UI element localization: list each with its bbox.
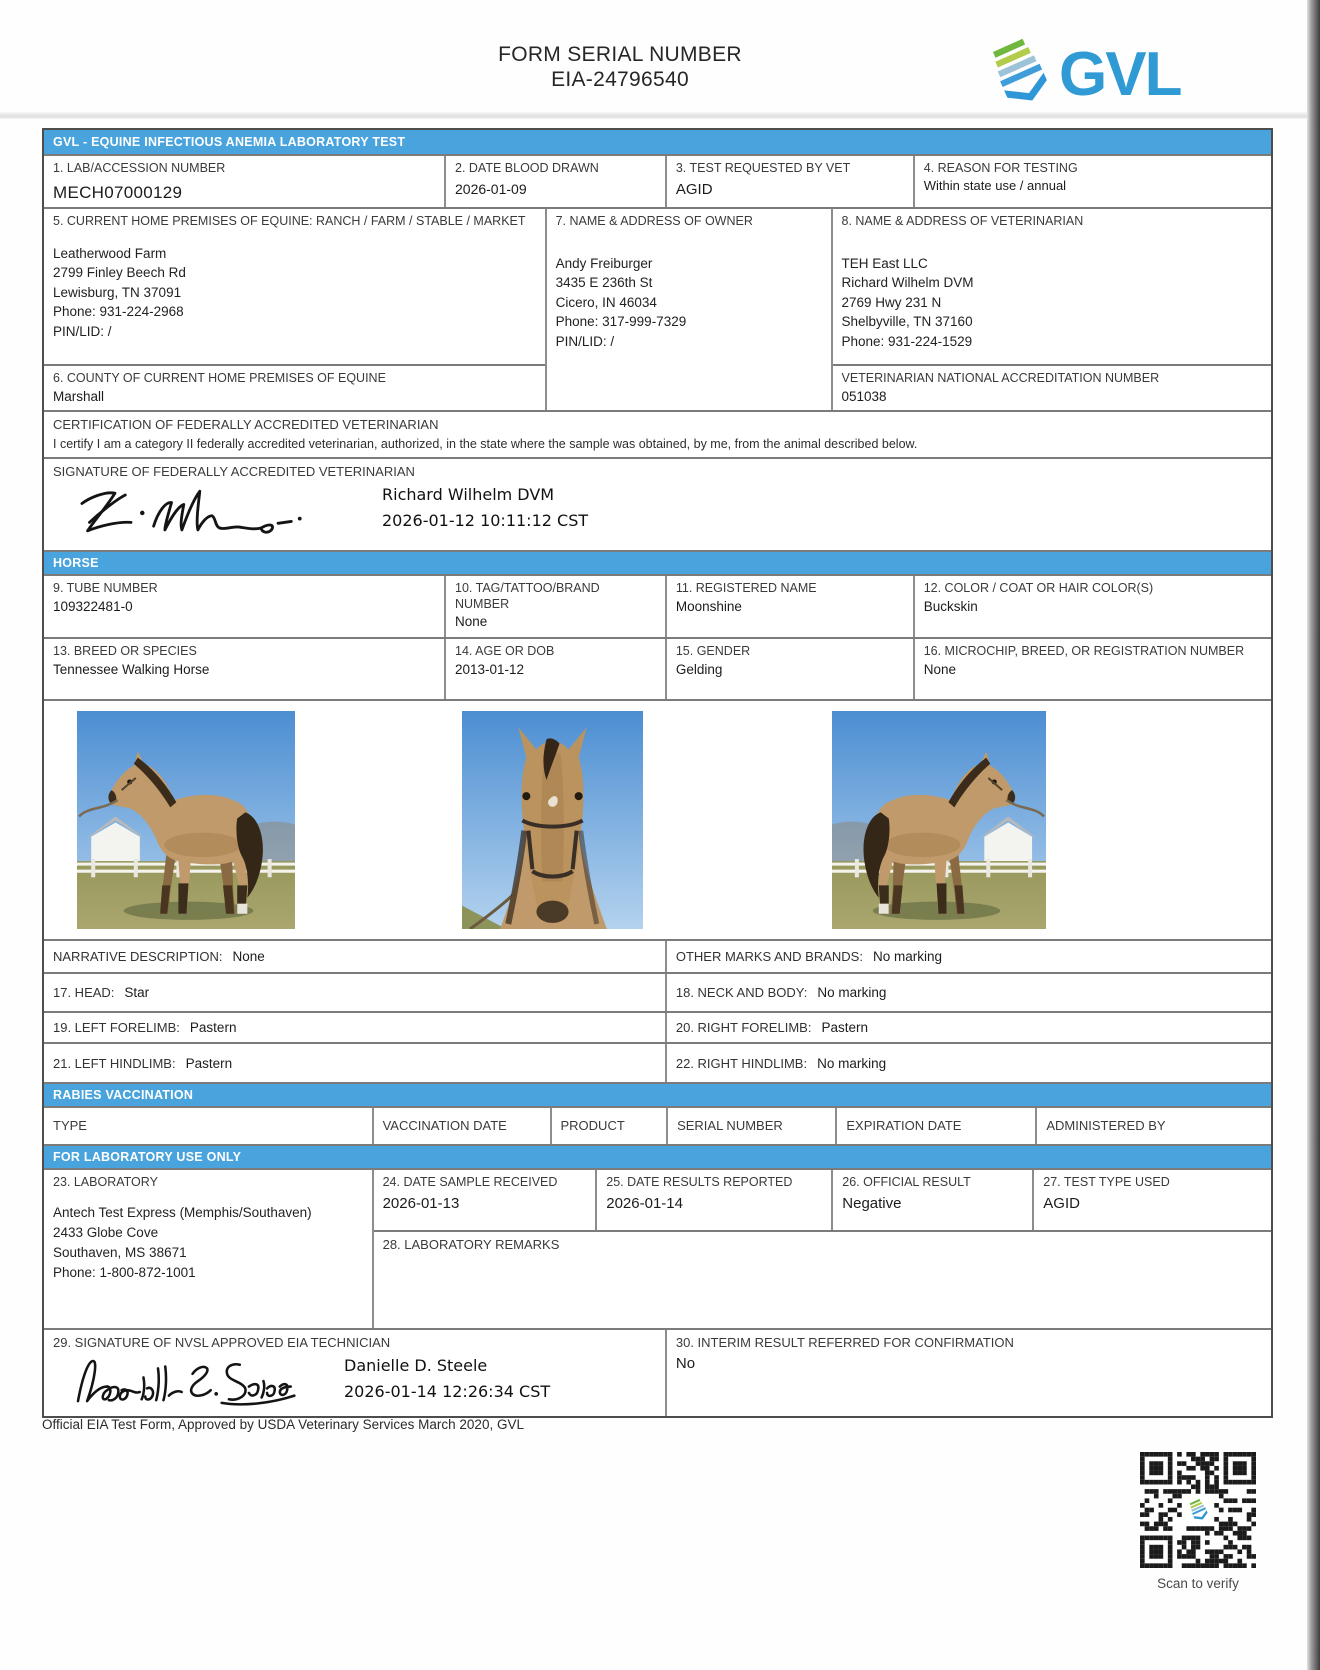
column-header: EXPIRATION DATE	[846, 1117, 962, 1133]
col-premises	[44, 209, 545, 410]
field-right-forelimb	[665, 1013, 1271, 1042]
tech-signature-meta	[344, 1356, 550, 1401]
field-breed-species	[44, 639, 444, 699]
section-bar-lab: FOR LABORATORY USE ONLY	[44, 1144, 1271, 1168]
laboratory-address	[53, 1203, 363, 1283]
address-line: Andy Freiburger	[555, 255, 653, 271]
tech-signature-block	[44, 1330, 665, 1416]
field-label: 28. LABORATORY REMARKS	[382, 1237, 560, 1252]
address-line: Lewisburg, TN 37091	[53, 284, 182, 300]
section-bar-main: GVL - EQUINE INFECTIOUS ANEMIA LABORATORY TEST	[44, 130, 1271, 154]
vet-signature-label: SIGNATURE OF FEDERALLY ACCREDITED VETERINARIAN	[53, 464, 415, 479]
rabies-col-administered-by	[1035, 1108, 1271, 1144]
field-label: 15. GENDER	[675, 644, 751, 658]
lab-right-region	[372, 1170, 1271, 1328]
field-label: 4. REASON FOR TESTING	[923, 161, 1078, 175]
column-header: PRODUCT	[560, 1117, 625, 1133]
field-value: Moonshine	[675, 598, 742, 614]
field-right-hindlimb	[665, 1044, 1271, 1082]
field-label: 6. COUNTY OF CURRENT HOME PREMISES OF EQUINE	[53, 371, 386, 385]
row-tech-signature	[44, 1328, 1271, 1416]
field-left-hindlimb	[44, 1044, 665, 1082]
field-value: Gelding	[675, 661, 723, 677]
field-label: 1. LAB/ACCESSION NUMBER	[53, 161, 226, 175]
tech-signature-datetime: 2026-01-14 12:26:34 CST	[344, 1382, 551, 1401]
row-fields-9-12	[44, 574, 1271, 637]
vet-signature-meta	[382, 485, 588, 530]
field-value: Tennessee Walking Horse	[53, 661, 210, 677]
field-value: Buckskin	[923, 598, 978, 614]
qr-caption: Scan to verify	[1157, 1576, 1239, 1591]
field-label: 11. REGISTERED NAME	[675, 581, 817, 595]
field-value: Marshall	[53, 388, 105, 404]
field-gender	[665, 639, 913, 699]
row-narrative	[44, 939, 1271, 972]
field-value: Within state use / annual	[923, 177, 1067, 193]
field-value: Pastern	[821, 1020, 868, 1035]
field-official-result	[831, 1170, 1032, 1230]
certification-title: CERTIFICATION OF FEDERALLY ACCREDITED VETERINARIAN	[53, 417, 439, 432]
address-line: PIN/LID: /	[53, 323, 112, 339]
field-label: 17. HEAD:	[53, 985, 115, 1000]
field-label: 10. TAG/TATTOO/BRAND NUMBER	[455, 581, 600, 611]
address-line: Phone: 317-999-7329	[555, 314, 687, 330]
field-label: 8. NAME & ADDRESS OF VETERINARIAN	[841, 214, 1084, 228]
tech-signature-name: Danielle D. Steele	[344, 1356, 488, 1375]
row-forelimbs	[44, 1011, 1271, 1042]
section-bar-horse: HORSE	[44, 550, 1271, 574]
address-line: 2799 Finley Beech Rd	[53, 265, 186, 281]
column-header: VACCINATION DATE	[382, 1117, 507, 1133]
field-registered-name	[665, 576, 913, 637]
tech-signature-label: 29. SIGNATURE OF NVSL APPROVED EIA TECHNICIAN	[53, 1335, 391, 1350]
horse-right-profile-photo	[832, 711, 1046, 929]
row-fields-13-16	[44, 637, 1271, 699]
field-value: 2026-01-14	[606, 1194, 683, 1212]
field-value: No	[675, 1355, 696, 1373]
field-narrative-description	[44, 941, 665, 972]
field-laboratory-remarks	[374, 1230, 1271, 1328]
field-value: No marking	[872, 949, 942, 964]
field-label: 9. TUBE NUMBER	[53, 581, 158, 595]
column-header: TYPE	[53, 1117, 87, 1133]
field-label: 3. TEST REQUESTED BY VET	[675, 161, 851, 175]
eia-test-form	[42, 128, 1273, 1418]
field-tag-tattoo-brand	[444, 576, 665, 637]
field-label: 27. TEST TYPE USED	[1043, 1175, 1170, 1189]
vet-signature-block	[44, 457, 1271, 550]
field-tube-number	[44, 576, 444, 637]
field-head	[44, 974, 665, 1011]
field-label: 26. OFFICIAL RESULT	[842, 1175, 971, 1189]
field-value: None	[923, 661, 956, 677]
field-date-sample-received	[374, 1170, 596, 1230]
field-color-coat	[913, 576, 1271, 637]
field-left-forelimb	[44, 1013, 665, 1042]
field-label: 22. RIGHT HINDLIMB:	[675, 1055, 808, 1071]
row-premises-owner-vet	[44, 207, 1271, 410]
section-bar-rabies: RABIES VACCINATION	[44, 1082, 1271, 1106]
rabies-col-product	[550, 1108, 667, 1144]
address-line: Southaven, MS 38671	[53, 1244, 187, 1260]
vet-signature-image	[58, 479, 368, 545]
certification-text: I certify I am a category II federally accredited veterinarian, authorized, in the state where the sample was obtained, by me, from the animal described below.	[53, 437, 918, 452]
lab-region	[44, 1168, 1271, 1328]
field-owner	[545, 209, 831, 410]
field-lab-accession	[44, 156, 444, 207]
field-label: NARRATIVE DESCRIPTION:	[53, 949, 223, 964]
tech-signature-image	[58, 1352, 338, 1412]
field-value: MECH07000129	[53, 182, 183, 202]
field-interim-result	[665, 1330, 1271, 1416]
verification-qr-block	[1140, 1452, 1256, 1591]
field-label: 2. DATE BLOOD DRAWN	[455, 161, 599, 175]
field-label: 7. NAME & ADDRESS OF OWNER	[555, 214, 753, 228]
address-line: PIN/LID: /	[555, 333, 615, 349]
gvl-logo-text: GVL	[1059, 39, 1181, 109]
rabies-col-serial-number	[666, 1108, 835, 1144]
qr-code	[1140, 1452, 1256, 1568]
address-line: TEH East LLC	[841, 255, 928, 271]
field-label: 18. NECK AND BODY:	[675, 985, 808, 1000]
field-other-marks-brands	[665, 941, 1271, 972]
field-value: 2013-01-12	[455, 661, 525, 677]
field-label: 12. COLOR / COAT OR HAIR COLOR(S)	[923, 581, 1154, 595]
field-label: 13. BREED OR SPECIES	[53, 644, 197, 658]
address-line: 2769 Hwy 231 N	[841, 294, 942, 310]
field-label: 16. MICROCHIP, BREED, OR REGISTRATION NUMBER	[923, 644, 1245, 658]
field-value: 2026-01-13	[382, 1194, 460, 1212]
field-value: AGID	[1043, 1194, 1080, 1212]
horse-left-profile-photo	[77, 711, 295, 929]
address-line: 2433 Globe Cove	[53, 1224, 159, 1240]
address-line: Cicero, IN 46034	[555, 294, 657, 310]
rabies-col-expiration-date	[835, 1108, 1035, 1144]
field-age-dob	[444, 639, 665, 699]
field-value: AGID	[675, 180, 713, 198]
row-head-neck	[44, 972, 1271, 1011]
gvl-logo	[985, 36, 1180, 113]
col-veterinarian	[831, 209, 1272, 410]
field-date-blood-drawn	[444, 156, 665, 207]
field-accreditation-number	[833, 364, 1272, 410]
field-value: None	[232, 949, 265, 964]
address-line: Phone: 1-800-872-1001	[53, 1264, 196, 1280]
rabies-col-vaccination-date	[372, 1108, 550, 1144]
field-label: 19. LEFT FORELIMB:	[53, 1020, 180, 1035]
field-value: 051038	[841, 388, 887, 404]
premises-address	[53, 244, 536, 342]
field-label: 23. LABORATORY	[53, 1175, 158, 1189]
field-value: No marking	[817, 985, 887, 1000]
rabies-col-type	[44, 1108, 372, 1144]
field-value: Pastern	[189, 1020, 237, 1035]
field-value: No marking	[817, 1055, 887, 1071]
field-value: Star	[124, 985, 150, 1000]
form-serial-value: EIA-24796540	[551, 68, 689, 91]
column-header: SERIAL NUMBER	[677, 1117, 783, 1133]
address-line: Shelbyville, TN 37160	[841, 314, 973, 330]
certification-block	[44, 410, 1271, 457]
address-line: Antech Test Express (Memphis/Southaven)	[53, 1204, 312, 1220]
address-line: Phone: 931-224-1529	[841, 333, 973, 349]
rabies-header-row	[44, 1106, 1271, 1144]
field-microchip-registration	[913, 639, 1271, 699]
field-value: 2026-01-09	[455, 180, 527, 197]
field-county	[44, 364, 545, 410]
field-reason-for-testing	[913, 156, 1271, 207]
horse-head-front-photo	[462, 711, 643, 929]
vet-signature-datetime: 2026-01-12 10:11:12 CST	[382, 511, 589, 530]
field-label: 20. RIGHT FORELIMB:	[675, 1020, 812, 1035]
field-label: 25. DATE RESULTS REPORTED	[606, 1175, 793, 1189]
field-label: 14. AGE OR DOB	[455, 644, 555, 658]
row-fields-1-4	[44, 154, 1271, 207]
field-date-results-reported	[595, 1170, 831, 1230]
veterinarian-address	[842, 254, 1263, 352]
vet-signature-name: Richard Wilhelm DVM	[382, 485, 555, 504]
field-laboratory	[44, 1170, 372, 1328]
form-serial-label: FORM SERIAL NUMBER	[498, 43, 742, 66]
address-line: Phone: 931-224-2968	[53, 304, 184, 320]
horse-photos-row	[44, 699, 1271, 939]
form-footer-text: Official EIA Test Form, Approved by USDA Veterinary Services March 2020, GVL	[42, 1417, 524, 1432]
field-value: Pastern	[185, 1055, 233, 1071]
field-label: 24. DATE SAMPLE RECEIVED	[382, 1175, 558, 1189]
field-label: VETERINARIAN NATIONAL ACCREDITATION NUMBER	[841, 371, 1160, 385]
gvl-qr-center-icon	[1184, 1496, 1212, 1524]
field-label: OTHER MARKS AND BRANDS:	[675, 949, 863, 964]
address-line: 3435 E 236th St	[555, 275, 653, 291]
gvl-chevron-icon	[985, 36, 1051, 113]
row-fields-24-27	[374, 1170, 1271, 1230]
row-hindlimbs	[44, 1042, 1271, 1082]
field-value: 109322481-0	[53, 598, 133, 614]
owner-address	[556, 254, 822, 352]
field-label: 5. CURRENT HOME PREMISES OF EQUINE: RANCH / FARM / STABLE / MARKET	[53, 214, 526, 228]
field-value: Negative	[842, 1194, 902, 1212]
field-test-type-used	[1032, 1170, 1271, 1230]
field-label: 30. INTERIM RESULT REFERRED FOR CONFIRMATION	[675, 1335, 1014, 1350]
address-line: Richard Wilhelm DVM	[841, 275, 974, 291]
field-neck-body	[665, 974, 1271, 1011]
field-veterinarian	[833, 209, 1272, 364]
field-test-requested	[665, 156, 913, 207]
page-right-edge	[1307, 0, 1320, 1670]
field-label: 21. LEFT HINDLIMB:	[53, 1055, 176, 1071]
address-line: Leatherwood Farm	[53, 245, 167, 261]
field-current-home-premises	[44, 209, 545, 364]
field-value: None	[455, 614, 488, 630]
column-header: ADMINISTERED BY	[1046, 1117, 1166, 1133]
scan-shadow-line	[0, 111, 1307, 119]
